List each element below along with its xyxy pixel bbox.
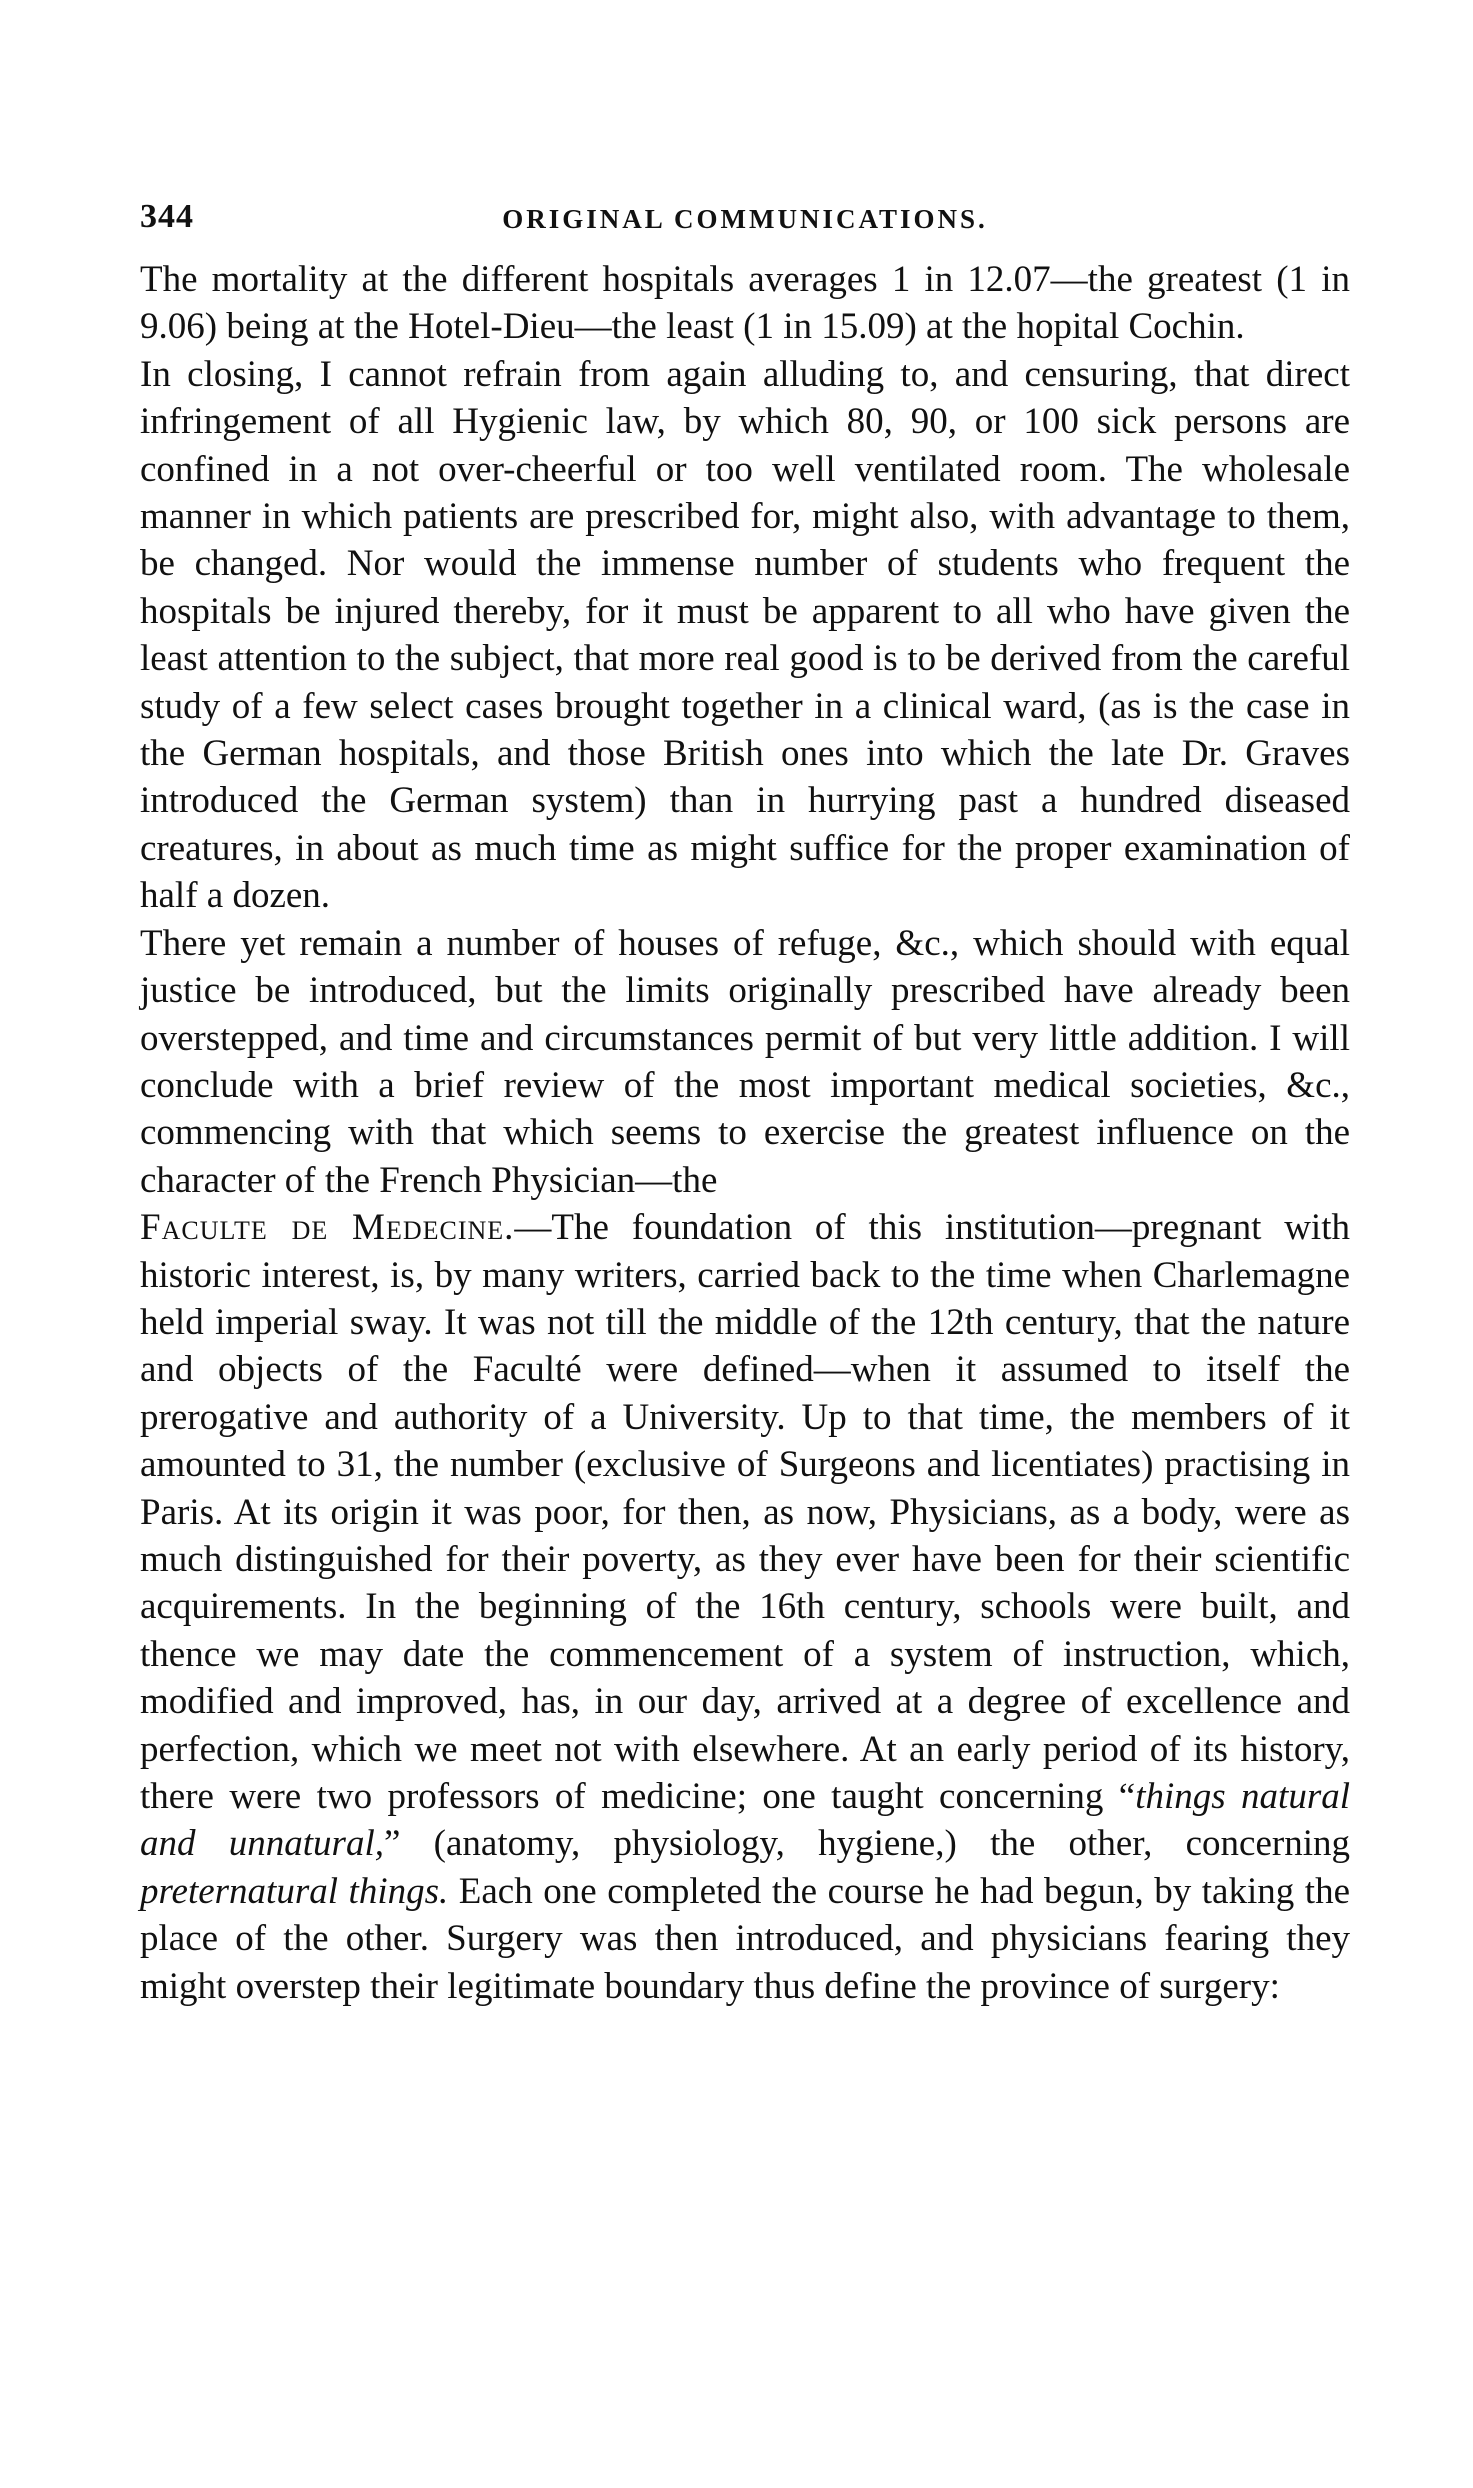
italic-phrase: things natural and unnatural, [140, 1776, 1350, 1865]
section-heading: Faculte de Medecine. [140, 1207, 515, 1249]
running-title: ORIGINAL COMMUNICATIONS. [502, 204, 988, 234]
paragraph-houses-of-refuge [140, 920, 1350, 1204]
page-number: 344 [140, 198, 194, 235]
paragraph-text: Each one completed the course he had begun, by taking the place of the other. Surgery was then introduced, and physicians fearing they might overstep their legitimate boundary thus define the province of surgery: [140, 1870, 1350, 2007]
paragraph-faculte [140, 1204, 1350, 2010]
italic-phrase: preternatural things. [140, 1870, 449, 1912]
paragraph-text: In closing, I cannot refrain from again alluding to, and censuring, that direct infringement of all Hygienic law, by which 80, 90, or 100 sick persons are confined in a not over-cheerful or too well ventilated room. The wholesale manner in which patients are prescribed for, might also, with advantage to them, be changed. Nor would the immense number of students who frequent the hospitals be injured thereby, for it must be apparent to all who have given the least attention to the subject, that more real good is to be derived from the careful study of a few select cases brought together in a clinical ward, (as is the case in the German hospitals, and those British ones into which the late Dr. Graves introduced the German system) than in hurrying past a hundred diseased creatures, in about as much time as might suffice for the proper examination of half a dozen. [140, 353, 1350, 917]
paragraph-text: —The foundation of this institution—pregnant with historic interest, is, by many writers, carried back to the time when Charlemagne held imperial sway. It was not till the middle of the 12th century, that the nature and objects of the Faculté were defined—when it assumed to itself the prerogative and authority of a University. Up to that time, the members of it amounted to 31, the number (exclusive of Surgeons and licentiates) practising in Paris. At its origin it was poor, for then, as now, Physicians, as a body, were as much distinguished for their poverty, as they ever have been for their scientific acquirements. In the beginning of the 16th century, schools were built, and thence we may date the commencement of a system of instruction, which, modified and improved, has, in our day, arrived at a degree of excellence and perfection, which we meet not with elsewhere. At an early period of its history, there were two professors of medicine; one taught concerning “ [140, 1207, 1350, 1817]
running-head [140, 190, 1350, 250]
paragraph-text: The mortality at the different hospitals averages 1 in 12.07—the greatest (1 in 9.06) being at the Hotel-Dieu—the least (1 in 15.09) at the hopital Cochin. [140, 259, 1350, 348]
paragraph-closing [140, 351, 1350, 920]
body-text [140, 256, 1350, 2010]
book-page [140, 190, 1350, 2010]
paragraph-text: There yet remain a number of houses of refuge, &c., which should with equal justice be introduced, but the limits originally prescribed have already been overstepped, and time and circumstances permit of but very little addition. I will conclude with a brief review of the most important medical societies, &c., commencing with that which seems to exercise the greatest influence on the character of the French Physician—the [140, 922, 1350, 1201]
paragraph-text: ” (anatomy, physiology, hygiene,) the other, concerning [383, 1823, 1350, 1865]
paragraph-mortality [140, 256, 1350, 351]
